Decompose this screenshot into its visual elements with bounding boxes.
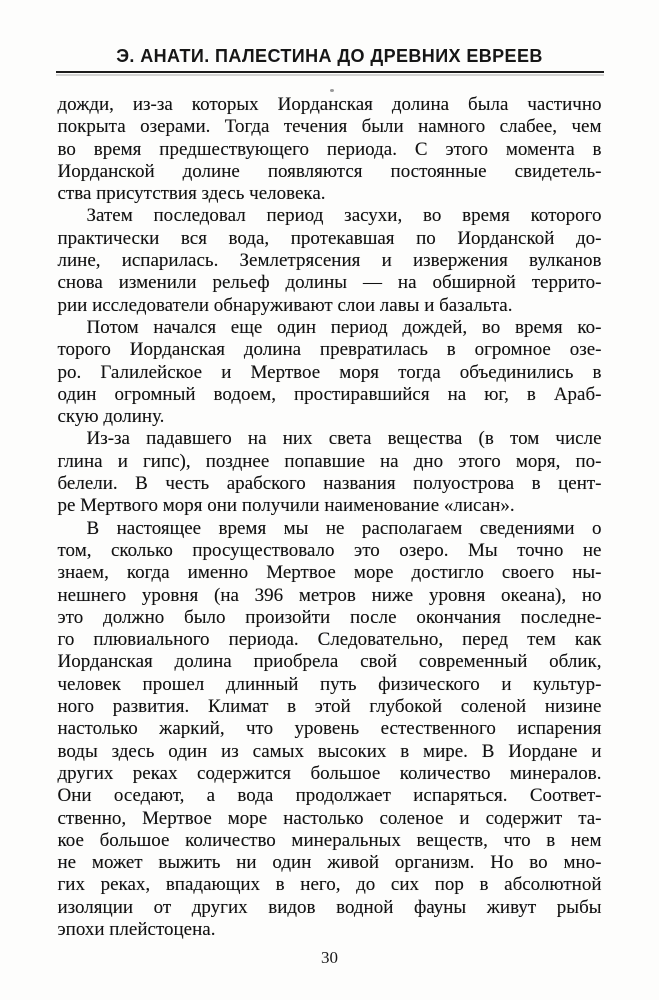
text-line: человек прошел длинный путь физического и культур- bbox=[57, 673, 602, 695]
text-line: ственно, Мертвое море настолько соленое и содержит та- bbox=[57, 807, 602, 829]
text-line: лине, испарилась. Землетрясения и извержения вулканов bbox=[57, 250, 602, 272]
text-line: торого Иорданская долина превратилась в огромное озе- bbox=[57, 339, 602, 361]
text-line: скую долину. bbox=[57, 406, 165, 428]
running-header-title: Э. АНАТИ. ПАЛЕСТИНА ДО ДРЕВНИХ ЕВРЕЕВ bbox=[116, 46, 543, 66]
text-line: Иорданская долина приобрела свой современный облик, bbox=[57, 651, 602, 673]
text-line: эпохи плейстоцена. bbox=[57, 918, 216, 940]
text-line: дожди, из-за которых Иорданская долина была частично bbox=[57, 94, 602, 115]
text-line: нешнего уровня (на 396 метров ниже уровня океана), но bbox=[57, 584, 602, 606]
body-text bbox=[58, 94, 602, 941]
text-line: воды здесь один из самых высоких в мире. В Иордане и bbox=[57, 740, 602, 762]
text-line: настолько жаркий, что уровень естественного испарения bbox=[57, 718, 602, 740]
text-line: Иорданской долине появляются постоянные свидетель- bbox=[57, 160, 602, 182]
text-line: ре Мертвого моря они получили наименование «лисан». bbox=[57, 495, 515, 517]
text-line: снова изменили рельеф долины — на обширной террито- bbox=[57, 272, 602, 294]
text-line: рии исследователи обнаруживают слои лавы и базальта. bbox=[57, 294, 513, 316]
text-line: Они оседают, а вода продолжает испаряться. Соответ- bbox=[57, 785, 602, 807]
paragraph bbox=[58, 317, 602, 428]
header-rule bbox=[56, 71, 604, 73]
text-line: том, сколько просуществовало это озеро. Мы точно не bbox=[57, 539, 602, 561]
text-line: изоляции от других видов водной фауны живут рыбы bbox=[57, 896, 602, 918]
text-line: кое большое количество минеральных веществ, что в нем bbox=[57, 829, 602, 851]
text-line: ства присутствия здесь человека. bbox=[57, 183, 326, 205]
page-number: 30 bbox=[321, 948, 338, 967]
text-line: практически вся вода, протекавшая по Иорданской до- bbox=[57, 227, 602, 249]
text-line: глина и гипс), позднее попавшие на дно этого моря, по- bbox=[57, 450, 602, 472]
text-line: не может выжить ни один живой организм. Но во мно- bbox=[57, 852, 602, 874]
text-line: знаем, когда именно Мертвое море достигло своего ны- bbox=[57, 562, 602, 584]
paragraph bbox=[58, 428, 602, 517]
text-line: это должно было произойти после окончания последне- bbox=[57, 606, 602, 628]
text-line: гих реках, впадающих в него, до сих пор в абсолютной bbox=[57, 874, 602, 896]
paragraph bbox=[58, 518, 602, 942]
text-line: во время предшествующего периода. С этого момента в bbox=[57, 138, 602, 160]
text-line: белели. В честь арабского названия полуострова в цент- bbox=[57, 473, 602, 495]
paragraph bbox=[58, 94, 602, 205]
text-line: В настоящее время мы не располагаем сведениями о bbox=[86, 517, 602, 539]
text-line: ро. Галилейское и Мертвое моря тогда объединились в bbox=[57, 361, 602, 383]
scan-speck-artifact bbox=[330, 89, 334, 92]
text-line: покрыта озерами. Тогда течения были намного слабее, чем bbox=[57, 116, 602, 138]
text-line: ного развития. Климат в этой глубокой соленой низине bbox=[57, 696, 602, 718]
text-line: Из-за падавшего на них света вещества (в том числе bbox=[86, 428, 602, 450]
text-line: один огромный водоем, простиравшийся на юг, в Араб- bbox=[57, 383, 602, 405]
text-line: Затем последовал период засухи, во время которого bbox=[86, 205, 602, 227]
paragraph bbox=[58, 205, 602, 316]
text-line: других реках содержится большое количество минералов. bbox=[57, 762, 602, 784]
text-line: го плювиального периода. Следовательно, перед тем как bbox=[57, 629, 602, 651]
text-line: Потом начался еще один период дождей, во время ко- bbox=[86, 316, 602, 338]
